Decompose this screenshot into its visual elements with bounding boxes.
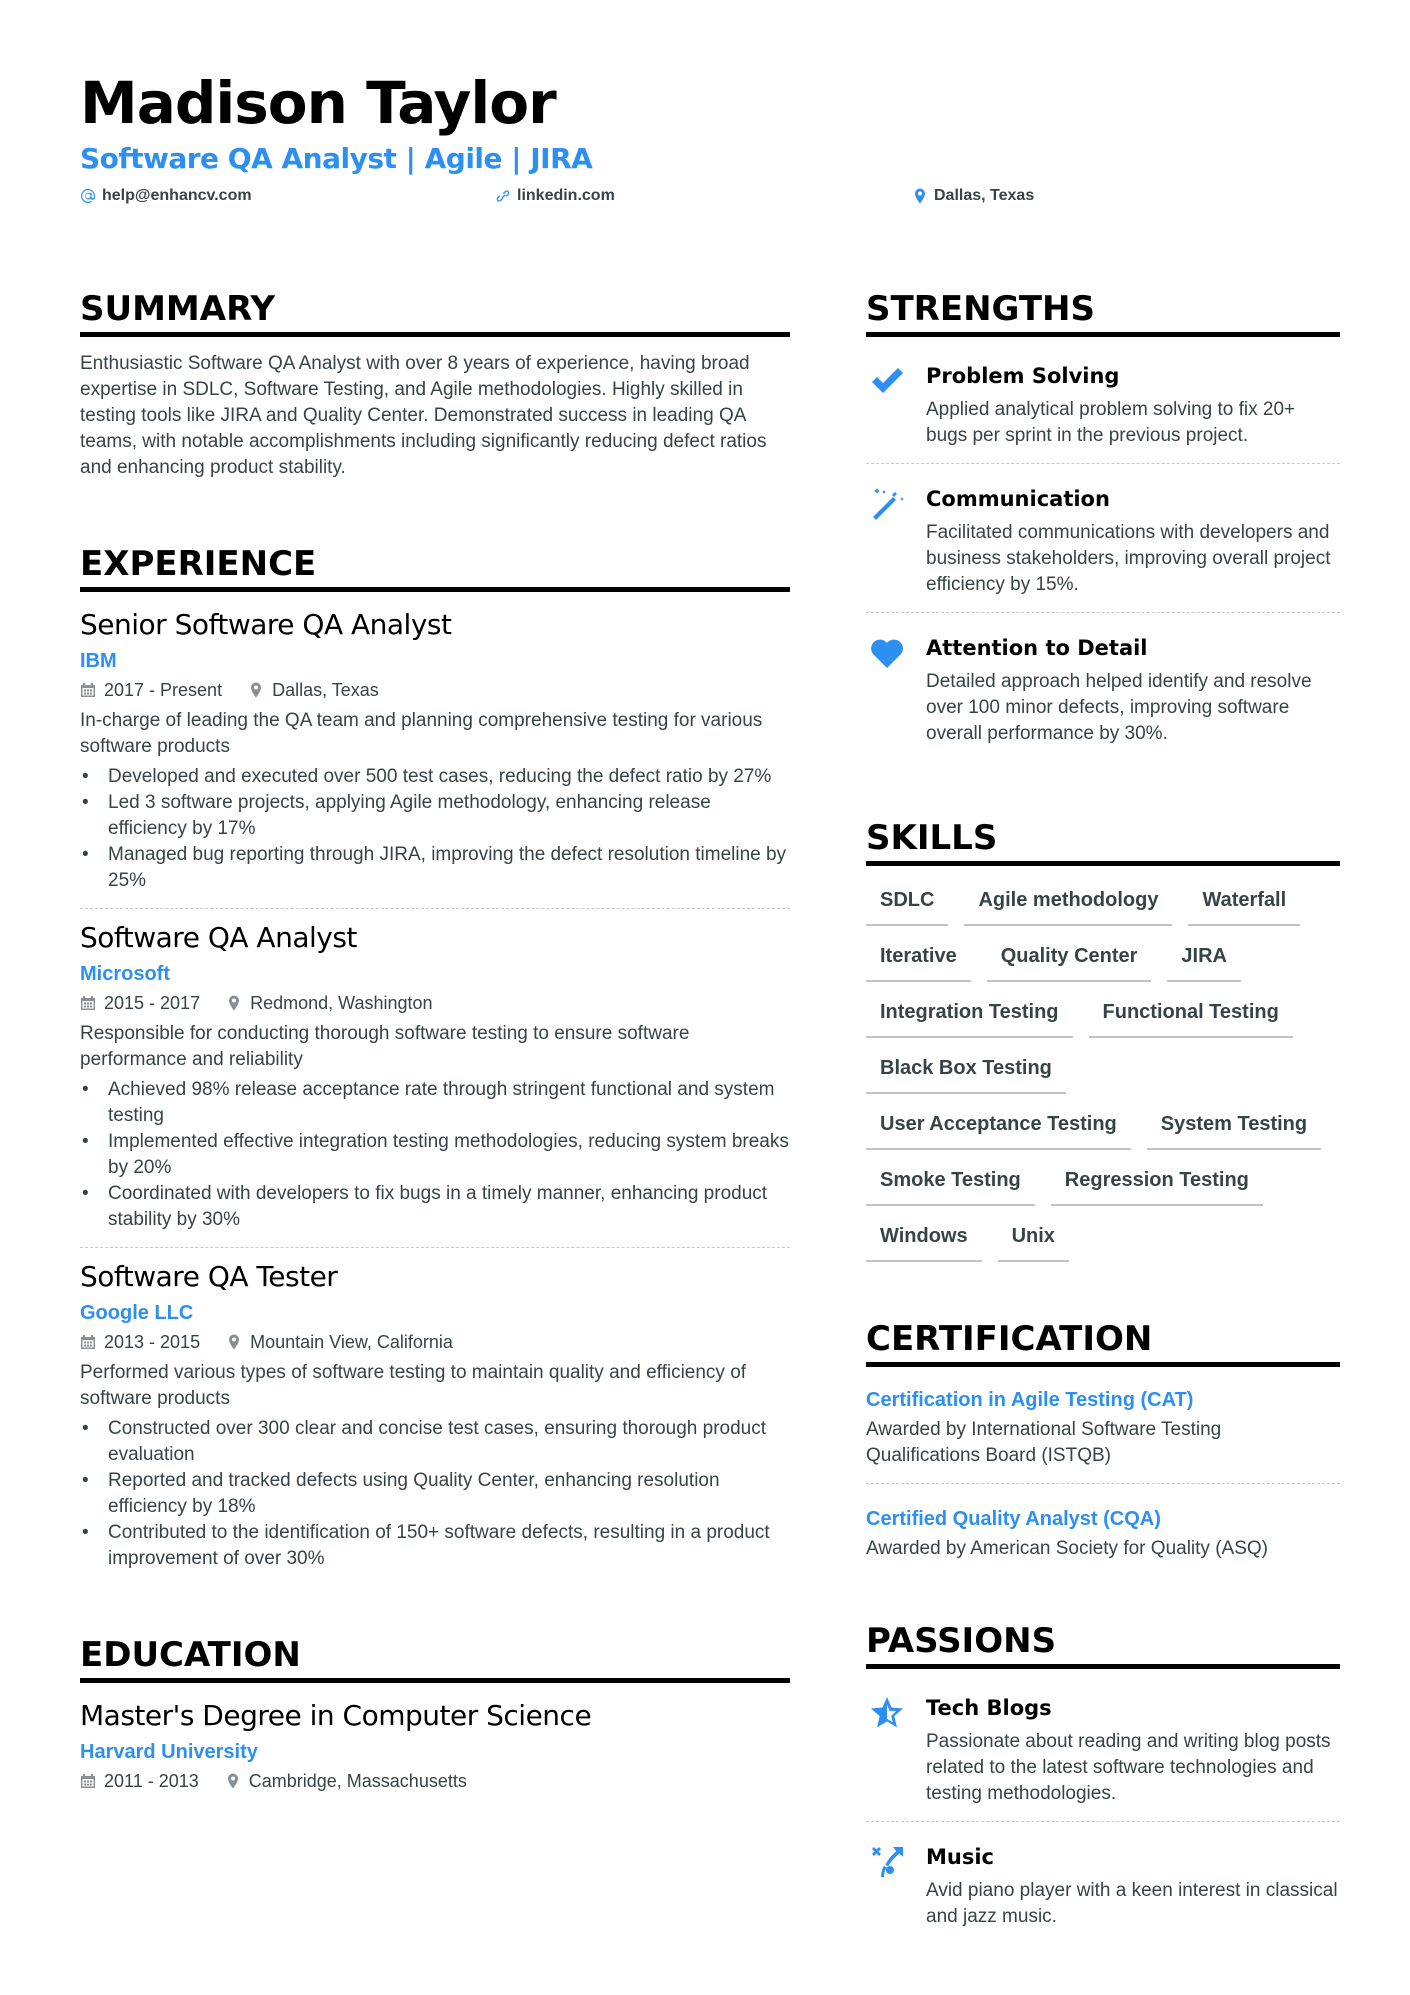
strength-description: Applied analytical problem solving to fix 20+ bugs per sprint in the previous project. xyxy=(926,399,1296,446)
skill-tag: System Testing xyxy=(1147,1108,1321,1150)
certification-section xyxy=(866,1318,1340,1576)
strength-item xyxy=(866,463,1340,612)
email-text: help@enhancv.com xyxy=(102,187,252,204)
skills-list xyxy=(866,884,1340,1262)
job-bullet: • Constructed over 300 clear and concise test cases, ensuring thorough product evaluation xyxy=(80,1416,790,1468)
job-bullet: • Contributed to the identification of 150+ software defects, resulting in a product improvement of over 30% xyxy=(80,1520,790,1572)
location-pin-icon xyxy=(226,995,242,1011)
star-half-icon xyxy=(869,1695,905,1731)
contact-email[interactable] xyxy=(80,187,252,205)
company-name: IBM xyxy=(80,650,117,672)
location-pin-icon xyxy=(248,682,264,698)
certification-item xyxy=(866,1381,1340,1483)
job-entry xyxy=(80,1247,790,1586)
strength-title: Communication xyxy=(926,487,1110,511)
skill-tag: User Acceptance Testing xyxy=(866,1108,1131,1150)
skill-tag: Windows xyxy=(866,1220,982,1262)
certification-description: Awarded by International Software Testing Qualifications Board (ISTQB) xyxy=(866,1419,1222,1466)
at-icon xyxy=(80,188,96,204)
skill-tag: Unix xyxy=(998,1220,1069,1262)
job-title: Software QA Tester xyxy=(80,1260,338,1293)
school-name: Harvard University xyxy=(80,1741,258,1763)
skill-tag: JIRA xyxy=(1167,940,1241,982)
job-bullet: • Managed bug reporting through JIRA, improving the defect resolution timeline by 25% xyxy=(80,842,790,894)
job-description: In-charge of leading the QA team and planning comprehensive testing for various software products xyxy=(80,710,763,757)
certification-title: Certified Quality Analyst (CQA) xyxy=(866,1508,1161,1530)
job-bullet: • Implemented effective integration testing methodologies, reducing system breaks by 20% xyxy=(80,1129,790,1181)
job-dates: 2017 - Present xyxy=(80,676,222,704)
strength-title: Problem Solving xyxy=(926,364,1120,388)
certification-description: Awarded by American Society for Quality (ASQ) xyxy=(866,1538,1268,1559)
job-bullets xyxy=(80,764,790,894)
skill-tag: Functional Testing xyxy=(1089,996,1293,1038)
job-bullet: • Reported and tracked defects using Quality Center, enhancing resolution efficiency by 18% xyxy=(80,1468,790,1520)
skill-tag: Waterfall xyxy=(1188,884,1300,926)
calendar-icon xyxy=(80,1334,96,1350)
job-meta xyxy=(80,989,790,1017)
strength-description: Detailed approach helped identify and resolve over 100 minor defects, improving software overall performance by 30%. xyxy=(926,671,1312,744)
contact-row xyxy=(80,187,1340,211)
passion-description: Avid piano player with a keen interest in classical and jazz music. xyxy=(926,1880,1338,1927)
checkmark-icon xyxy=(869,363,905,399)
skill-tag: Black Box Testing xyxy=(866,1052,1066,1094)
skill-tag: Smoke Testing xyxy=(866,1164,1035,1206)
job-description: Responsible for conducting thorough software testing to ensure software performance and reliability xyxy=(80,1023,690,1070)
magic-wand-icon xyxy=(869,486,905,522)
job-bullets xyxy=(80,1077,790,1233)
company-name: Microsoft xyxy=(80,963,170,985)
job-location: Dallas, Texas xyxy=(248,676,379,704)
right-column xyxy=(866,288,1340,1944)
job-description: Performed various types of software testing to maintain quality and efficiency of software products xyxy=(80,1362,747,1409)
calendar-icon xyxy=(80,682,96,698)
strategy-play-icon xyxy=(869,1844,905,1880)
education-meta xyxy=(80,1767,790,1795)
location-text: Dallas, Texas xyxy=(934,187,1035,204)
certification-heading: CERTIFICATION xyxy=(866,1318,1340,1367)
education-entry xyxy=(80,1697,790,1809)
left-column xyxy=(80,288,790,1809)
summary-heading: SUMMARY xyxy=(80,288,790,337)
education-section xyxy=(80,1634,790,1809)
heart-icon xyxy=(869,635,905,671)
skill-tag: Integration Testing xyxy=(866,996,1073,1038)
skill-tag: Iterative xyxy=(866,940,971,982)
certification-item xyxy=(866,1483,1340,1576)
job-bullet: • Achieved 98% release acceptance rate through stringent functional and system testing xyxy=(80,1077,790,1129)
passions-heading: PASSIONS xyxy=(866,1620,1340,1669)
resume-header xyxy=(80,68,1340,211)
strength-item xyxy=(866,612,1340,761)
job-dates: 2013 - 2015 xyxy=(80,1328,200,1356)
job-location: Mountain View, California xyxy=(226,1328,453,1356)
skills-heading: SKILLS xyxy=(866,817,1340,866)
passion-title: Tech Blogs xyxy=(926,1696,1052,1720)
skill-tag: Quality Center xyxy=(987,940,1152,982)
company-name: Google LLC xyxy=(80,1302,194,1324)
passion-item xyxy=(866,1821,1340,1944)
job-dates: 2015 - 2017 xyxy=(80,989,200,1017)
education-heading: EDUCATION xyxy=(80,1634,790,1683)
job-title: Software QA Analyst xyxy=(80,921,357,954)
certification-title: Certification in Agile Testing (CAT) xyxy=(866,1389,1194,1411)
strengths-heading: STRENGTHS xyxy=(866,288,1340,337)
candidate-name: Madison Taylor xyxy=(80,69,556,137)
skills-section xyxy=(866,817,1340,1262)
summary-text: Enthusiastic Software QA Analyst with over 8 years of experience, having broad expertise in SDLC, Software Testing, and Agile methodologies. Highly skilled in testing tools like JIRA and Quality Center. Demonstrated success in leading QA teams, with notable accomplishments including significantly reducing defect ratios and enhancing product stability. xyxy=(80,353,767,478)
contact-location xyxy=(912,187,1034,205)
passion-title: Music xyxy=(926,1845,994,1869)
experience-heading: EXPERIENCE xyxy=(80,543,790,592)
job-entry xyxy=(80,606,790,908)
link-icon xyxy=(495,188,511,204)
location-pin-icon xyxy=(912,188,928,204)
job-location: Redmond, Washington xyxy=(226,989,432,1017)
job-bullet: • Developed and executed over 500 test cases, reducing the defect ratio by 27% xyxy=(80,764,790,790)
experience-section xyxy=(80,543,790,1586)
skill-tag: Regression Testing xyxy=(1051,1164,1263,1206)
education-location: Cambridge, Massachusetts xyxy=(225,1767,467,1795)
job-bullet: • Led 3 software projects, applying Agile methodology, enhancing release efficiency by 17% xyxy=(80,790,790,842)
strength-description: Facilitated communications with developers and business stakeholders, improving overall project efficiency by 15%. xyxy=(926,522,1331,595)
location-pin-icon xyxy=(226,1334,242,1350)
job-meta xyxy=(80,676,790,704)
passion-description: Passionate about reading and writing blog posts related to the latest software technologies and testing methodologies. xyxy=(926,1731,1331,1804)
skill-tag: Agile methodology xyxy=(964,884,1172,926)
education-dates: 2011 - 2013 xyxy=(80,1767,199,1795)
job-entry xyxy=(80,908,790,1247)
candidate-headline: Software QA Analyst | Agile | JIRA xyxy=(80,142,593,175)
job-title: Senior Software QA Analyst xyxy=(80,608,452,641)
linkedin-text: linkedin.com xyxy=(517,187,615,204)
passions-section xyxy=(866,1620,1340,1944)
strength-item xyxy=(866,351,1340,463)
job-bullet: • Coordinated with developers to fix bugs in a timely manner, enhancing product stability by 30% xyxy=(80,1181,790,1233)
strengths-section xyxy=(866,288,1340,761)
contact-linkedin[interactable] xyxy=(495,187,615,205)
summary-section xyxy=(80,288,790,481)
strength-title: Attention to Detail xyxy=(926,636,1148,660)
calendar-icon xyxy=(80,995,96,1011)
calendar-icon xyxy=(80,1773,96,1789)
job-bullets xyxy=(80,1416,790,1572)
location-pin-icon xyxy=(225,1773,241,1789)
passion-item xyxy=(866,1683,1340,1821)
skill-tag: SDLC xyxy=(866,884,948,926)
job-meta xyxy=(80,1328,790,1356)
degree-title: Master's Degree in Computer Science xyxy=(80,1699,592,1732)
